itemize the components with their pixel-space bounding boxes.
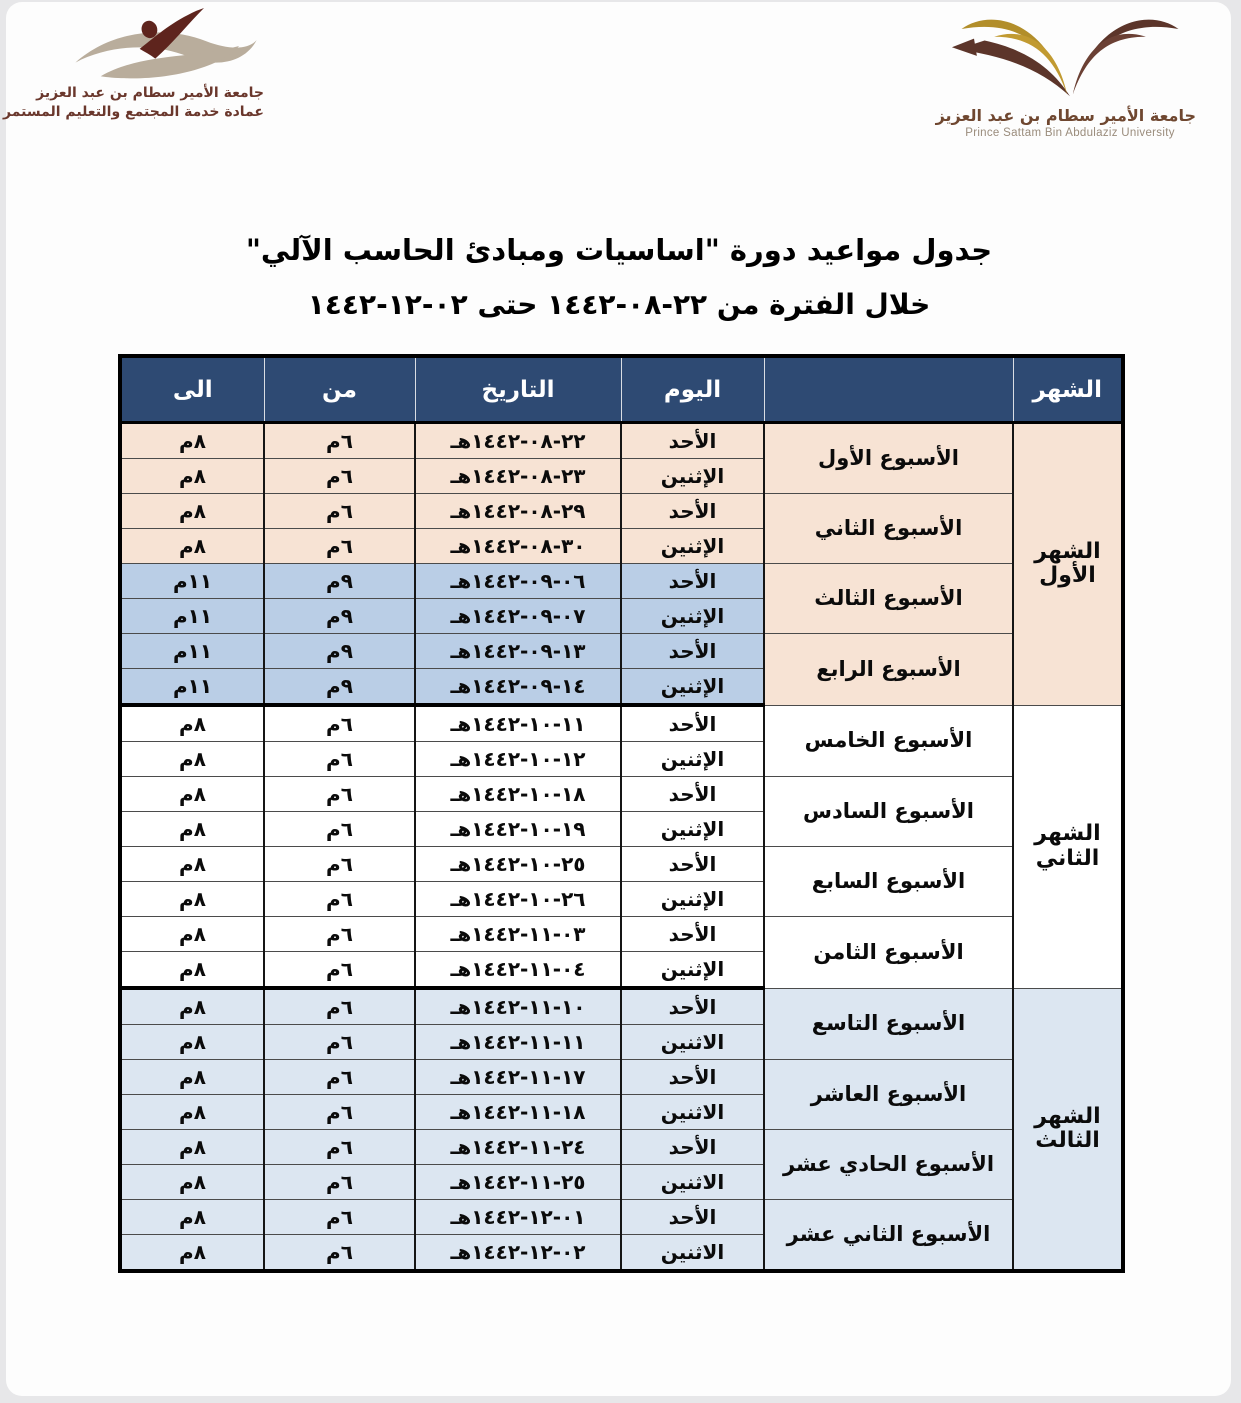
day-cell: الأحد — [621, 634, 764, 669]
from-cell: ٦م — [264, 917, 415, 952]
table-row — [120, 988, 1123, 1025]
day-cell: الأحد — [621, 777, 764, 812]
month-cell: الشهر الثالث — [1013, 988, 1123, 1271]
title-period: خلال الفترة من ٢٢-٠٨-١٤٤٢ حتى ٠٢-١٢-١٤٤٢ — [307, 288, 931, 321]
date-cell: ٠٦-٠٩-١٤٤٢هـ — [415, 564, 621, 599]
to-cell: ١١م — [120, 564, 264, 599]
from-cell: ٦م — [264, 705, 415, 742]
to-cell: ٨م — [120, 1235, 264, 1272]
table-row — [120, 494, 1123, 529]
from-cell: ٦م — [264, 494, 415, 529]
date-cell: ١٩-١٠-١٤٤٢هـ — [415, 812, 621, 847]
date-cell: ٠٤-١١-١٤٤٢هـ — [415, 952, 621, 989]
day-cell: الإثنين — [621, 599, 764, 634]
university-name-arabic: جامعة الأمير سطام بن عبد العزيز — [935, 106, 1196, 125]
week-cell: الأسبوع الثالث — [764, 564, 1013, 634]
day-cell: الإثنين — [621, 742, 764, 777]
header-date: التاريخ — [415, 356, 621, 423]
to-cell: ٨م — [120, 1060, 264, 1095]
day-cell: الأحد — [621, 423, 764, 459]
to-cell: ٨م — [120, 1095, 264, 1130]
date-cell: ١٧-١١-١٤٤٢هـ — [415, 1060, 621, 1095]
month-cell: الشهر الثاني — [1013, 705, 1123, 988]
to-cell: ٨م — [120, 882, 264, 917]
from-cell: ٦م — [264, 742, 415, 777]
day-cell: الاثنين — [621, 1095, 764, 1130]
day-cell: الأحد — [621, 988, 764, 1025]
to-cell: ٨م — [120, 494, 264, 529]
deanship-logo — [3, 8, 264, 122]
from-cell: ٦م — [264, 459, 415, 494]
day-cell: الأحد — [621, 1200, 764, 1235]
week-cell: الأسبوع الثاني — [764, 494, 1013, 564]
week-cell: الأسبوع العاشر — [764, 1060, 1013, 1130]
day-cell: الإثنين — [621, 812, 764, 847]
to-cell: ٨م — [120, 1025, 264, 1060]
date-cell: ١٢-١٠-١٤٤٢هـ — [415, 742, 621, 777]
day-cell: الأحد — [621, 564, 764, 599]
date-cell: ٢٢-٠٨-١٤٤٢هـ — [415, 423, 621, 459]
day-cell: الإثنين — [621, 459, 764, 494]
day-cell: الاثنين — [621, 1235, 764, 1272]
paper-sheet — [3, 2, 1231, 1396]
day-cell: الأحد — [621, 1130, 764, 1165]
deanship-university-name: جامعة الأمير سطام بن عبد العزيز — [36, 85, 264, 101]
to-cell: ٨م — [120, 952, 264, 989]
day-cell: الأحد — [621, 917, 764, 952]
date-cell: ١٤-٠٩-١٤٤٢هـ — [415, 669, 621, 706]
to-cell: ٨م — [120, 777, 264, 812]
from-cell: ٦م — [264, 1130, 415, 1165]
from-cell: ٦م — [264, 988, 415, 1025]
from-cell: ٦م — [264, 1025, 415, 1060]
from-cell: ٦م — [264, 1235, 415, 1272]
from-cell: ٦م — [264, 1095, 415, 1130]
day-cell: الأحد — [621, 1060, 764, 1095]
date-cell: ٢٤-١١-١٤٤٢هـ — [415, 1130, 621, 1165]
date-cell: ١١-١٠-١٤٤٢هـ — [415, 705, 621, 742]
day-cell: الاثنين — [621, 1025, 764, 1060]
table-row — [120, 1060, 1123, 1095]
month-cell: الشهر الأول — [1013, 423, 1123, 706]
from-cell: ٦م — [264, 529, 415, 564]
date-cell: ٠١-١٢-١٤٤٢هـ — [415, 1200, 621, 1235]
date-cell: ٢٣-٠٨-١٤٤٢هـ — [415, 459, 621, 494]
header-week — [764, 356, 1013, 423]
from-cell: ٦م — [264, 1165, 415, 1200]
to-cell: ٨م — [120, 459, 264, 494]
date-cell: ٠٢-١٢-١٤٤٢هـ — [415, 1235, 621, 1272]
schedule-table-header — [120, 356, 1123, 423]
to-cell: ٨م — [120, 1200, 264, 1235]
date-cell: ٢٦-١٠-١٤٤٢هـ — [415, 882, 621, 917]
week-cell: الأسبوع التاسع — [764, 988, 1013, 1060]
to-cell: ٨م — [120, 1130, 264, 1165]
week-cell: الأسبوع الثامن — [764, 917, 1013, 989]
date-cell: ١٨-١٠-١٤٤٢هـ — [415, 777, 621, 812]
date-cell: ٣٠-٠٨-١٤٤٢هـ — [415, 529, 621, 564]
week-cell: الأسبوع الرابع — [764, 634, 1013, 706]
table-row — [120, 705, 1123, 742]
from-cell: ٦م — [264, 882, 415, 917]
table-row — [120, 564, 1123, 599]
date-cell: ٢٥-١١-١٤٤٢هـ — [415, 1165, 621, 1200]
table-row — [120, 1200, 1123, 1235]
day-cell: الاثنين — [621, 1165, 764, 1200]
header-day: اليوم — [621, 356, 764, 423]
to-cell: ٨م — [120, 423, 264, 459]
to-cell: ١١م — [120, 599, 264, 634]
date-cell: ١٨-١١-١٤٤٢هـ — [415, 1095, 621, 1130]
header-to: الى — [120, 356, 264, 423]
to-cell: ١١م — [120, 669, 264, 706]
from-cell: ٦م — [264, 423, 415, 459]
title-course-name: جدول مواعيد دورة "اساسيات ومبادئ الحاسب الآلي" — [245, 233, 993, 267]
table-row — [120, 1130, 1123, 1165]
from-cell: ٦م — [264, 812, 415, 847]
header-from: من — [264, 356, 415, 423]
table-row — [120, 423, 1123, 459]
from-cell: ٩م — [264, 669, 415, 706]
deanship-name: عمادة خدمة المجتمع والتعليم المستمر — [3, 104, 264, 120]
to-cell: ٨م — [120, 1165, 264, 1200]
date-cell: ٢٩-٠٨-١٤٤٢هـ — [415, 494, 621, 529]
date-cell: ١٣-٠٩-١٤٤٢هـ — [415, 634, 621, 669]
day-cell: الأحد — [621, 847, 764, 882]
from-cell: ٦م — [264, 952, 415, 989]
to-cell: ٨م — [120, 529, 264, 564]
table-row — [120, 847, 1123, 882]
week-cell: الأسبوع السادس — [764, 777, 1013, 847]
table-row — [120, 634, 1123, 669]
week-cell: الأسبوع الخامس — [764, 705, 1013, 777]
from-cell: ٦م — [264, 777, 415, 812]
to-cell: ٨م — [120, 847, 264, 882]
header-row — [120, 356, 1123, 423]
day-cell: الإثنين — [621, 882, 764, 917]
university-logo — [935, 6, 1196, 141]
date-cell: ١١-١١-١٤٤٢هـ — [415, 1025, 621, 1060]
date-cell: ٠٧-٠٩-١٤٤٢هـ — [415, 599, 621, 634]
to-cell: ٨م — [120, 705, 264, 742]
date-cell: ١٠-١١-١٤٤٢هـ — [415, 988, 621, 1025]
day-cell: الإثنين — [621, 669, 764, 706]
table-row — [120, 777, 1123, 812]
from-cell: ٦م — [264, 1200, 415, 1235]
week-cell: الأسبوع الحادي عشر — [764, 1130, 1013, 1200]
university-book-icon — [950, 6, 1190, 102]
university-name-english: Prince Sattam Bin Abdulaziz University — [965, 127, 1175, 139]
date-cell: ٠٣-١١-١٤٤٢هـ — [415, 917, 621, 952]
date-cell: ٢٥-١٠-١٤٤٢هـ — [415, 847, 621, 882]
day-cell: الأحد — [621, 494, 764, 529]
table-row — [120, 917, 1123, 952]
day-cell: الإثنين — [621, 952, 764, 989]
from-cell: ٩م — [264, 634, 415, 669]
from-cell: ٦م — [264, 1060, 415, 1095]
schedule-table-body — [120, 423, 1123, 1272]
week-cell: الأسبوع الأول — [764, 423, 1013, 494]
to-cell: ٨م — [120, 812, 264, 847]
from-cell: ٦م — [264, 847, 415, 882]
to-cell: ٨م — [120, 988, 264, 1025]
day-cell: الأحد — [621, 705, 764, 742]
to-cell: ٨م — [120, 917, 264, 952]
header-month: الشهر — [1013, 356, 1123, 423]
from-cell: ٩م — [264, 599, 415, 634]
to-cell: ٨م — [120, 742, 264, 777]
week-cell: الأسبوع السابع — [764, 847, 1013, 917]
schedule-table — [118, 354, 1125, 1273]
from-cell: ٩م — [264, 564, 415, 599]
to-cell: ١١م — [120, 634, 264, 669]
deanship-swoosh-icon — [73, 8, 259, 84]
schedule-table-container — [118, 354, 1125, 1273]
week-cell: الأسبوع الثاني عشر — [764, 1200, 1013, 1272]
day-cell: الإثنين — [621, 529, 764, 564]
document-title — [114, 230, 1124, 324]
